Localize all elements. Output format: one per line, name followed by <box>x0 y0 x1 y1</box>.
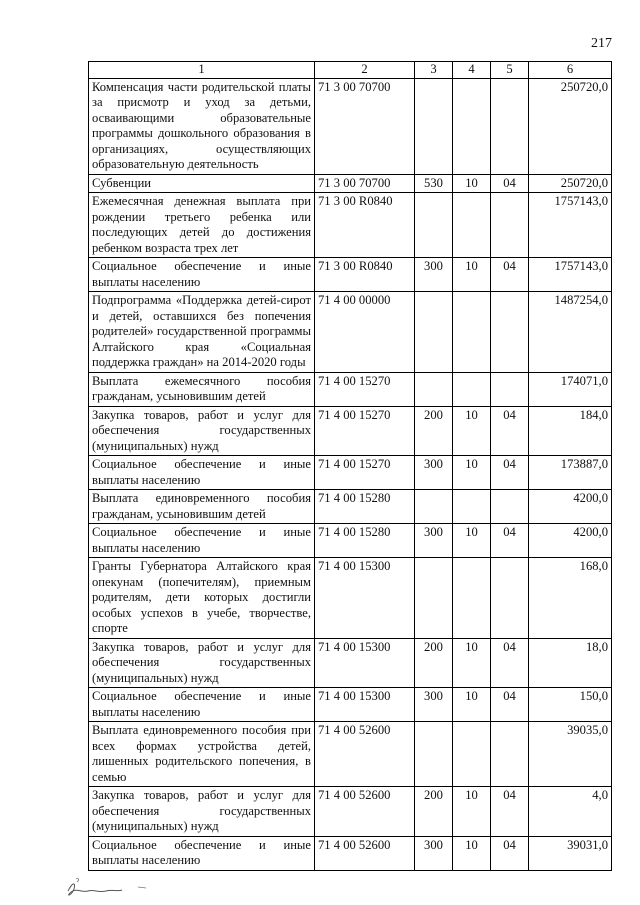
row-amount: 184,0 <box>529 406 612 456</box>
row-amount: 174071,0 <box>529 372 612 406</box>
row-name: Социальное обеспечение и иные выплаты населению <box>89 688 315 722</box>
row-kvr <box>415 78 453 174</box>
table-row <box>89 406 612 456</box>
row-kvr: 300 <box>415 258 453 292</box>
row-section: 10 <box>453 406 491 456</box>
row-subsection: 04 <box>491 688 529 722</box>
col-header-2: 2 <box>315 62 415 79</box>
row-amount: 250720,0 <box>529 174 612 193</box>
row-kvr: 200 <box>415 406 453 456</box>
row-code: 71 4 00 15270 <box>315 456 415 490</box>
col-header-3: 3 <box>415 62 453 79</box>
row-kvr: 300 <box>415 688 453 722</box>
row-section: 10 <box>453 258 491 292</box>
row-name: Социальное обеспечение и иные выплаты населению <box>89 456 315 490</box>
row-name: Субвенции <box>89 174 315 193</box>
row-kvr: 200 <box>415 787 453 837</box>
row-kvr: 530 <box>415 174 453 193</box>
row-code: 71 4 00 15270 <box>315 372 415 406</box>
row-subsection: 04 <box>491 456 529 490</box>
row-amount: 4,0 <box>529 787 612 837</box>
row-subsection: 04 <box>491 174 529 193</box>
row-amount: 168,0 <box>529 558 612 639</box>
row-subsection <box>491 490 529 524</box>
row-name: Выплата единовременного пособия гражданам, усыновившим детей <box>89 490 315 524</box>
row-code: 71 3 00 R0840 <box>315 258 415 292</box>
row-name: Ежемесячная денежная выплата при рождении третьего ребенка или последующих детей до достижения ребенком возраста трех лет <box>89 193 315 258</box>
row-code: 71 3 00 70700 <box>315 78 415 174</box>
row-amount: 250720,0 <box>529 78 612 174</box>
table-row <box>89 722 612 787</box>
col-header-4: 4 <box>453 62 491 79</box>
row-amount: 150,0 <box>529 688 612 722</box>
row-subsection <box>491 722 529 787</box>
row-section <box>453 372 491 406</box>
row-code: 71 4 00 52600 <box>315 836 415 870</box>
table-row <box>89 258 612 292</box>
row-subsection: 04 <box>491 836 529 870</box>
row-section: 10 <box>453 787 491 837</box>
row-subsection <box>491 78 529 174</box>
row-kvr <box>415 372 453 406</box>
row-code: 71 3 00 R0840 <box>315 193 415 258</box>
row-code: 71 4 00 15270 <box>315 406 415 456</box>
row-section: 10 <box>453 688 491 722</box>
row-amount: 39031,0 <box>529 836 612 870</box>
table-row <box>89 174 612 193</box>
table-row <box>89 558 612 639</box>
table-row <box>89 836 612 870</box>
col-header-6: 6 <box>529 62 612 79</box>
row-section: 10 <box>453 836 491 870</box>
row-name: Подпрограмма «Поддержка детей-сирот и детей, оставшихся без попечения родителей» государственной программы Алтайского края «Социальная поддержка граждан» на 2014-2020 годы <box>89 292 315 373</box>
row-kvr: 300 <box>415 836 453 870</box>
row-subsection: 04 <box>491 406 529 456</box>
row-section: 10 <box>453 456 491 490</box>
table-row <box>89 372 612 406</box>
row-code: 71 4 00 00000 <box>315 292 415 373</box>
row-kvr: 300 <box>415 524 453 558</box>
header-row <box>89 62 612 79</box>
col-header-5: 5 <box>491 62 529 79</box>
row-name: Закупка товаров, работ и услуг для обеспечения государственных (муниципальных) нужд <box>89 406 315 456</box>
row-name: Социальное обеспечение и иные выплаты населению <box>89 836 315 870</box>
row-subsection: 04 <box>491 787 529 837</box>
col-header-1: 1 <box>89 62 315 79</box>
row-name: Компенсация части родительской платы за присмотр и уход за детьми, осваивающими образовательные программы дошкольного образования в организациях, осуществляющих образовательную деятельность <box>89 78 315 174</box>
row-subsection: 04 <box>491 258 529 292</box>
page-number: 217 <box>591 36 612 51</box>
row-subsection: 04 <box>491 524 529 558</box>
row-name: Выплата единовременного пособия при всех формах устройства детей, лишенных родительского попечения, в семью <box>89 722 315 787</box>
row-section <box>453 292 491 373</box>
table-row <box>89 456 612 490</box>
row-kvr <box>415 558 453 639</box>
table-row <box>89 78 612 174</box>
row-subsection: 04 <box>491 638 529 688</box>
row-amount: 18,0 <box>529 638 612 688</box>
row-section: 10 <box>453 174 491 193</box>
table-row <box>89 193 612 258</box>
table-row <box>89 638 612 688</box>
row-code: 71 4 00 15300 <box>315 688 415 722</box>
row-amount: 1757143,0 <box>529 258 612 292</box>
row-amount: 4200,0 <box>529 490 612 524</box>
row-name: Закупка товаров, работ и услуг для обеспечения государственных (муниципальных) нужд <box>89 638 315 688</box>
row-section <box>453 78 491 174</box>
row-amount: 39035,0 <box>529 722 612 787</box>
row-code: 71 4 00 15300 <box>315 558 415 639</box>
row-amount: 1757143,0 <box>529 193 612 258</box>
row-subsection <box>491 372 529 406</box>
table-row <box>89 490 612 524</box>
row-amount: 173887,0 <box>529 456 612 490</box>
row-kvr <box>415 292 453 373</box>
row-name: Закупка товаров, работ и услуг для обеспечения государственных (муниципальных) нужд <box>89 787 315 837</box>
row-code: 71 4 00 15280 <box>315 490 415 524</box>
table-row <box>89 787 612 837</box>
table-row <box>89 292 612 373</box>
row-name: Социальное обеспечение и иные выплаты населению <box>89 258 315 292</box>
row-section: 10 <box>453 638 491 688</box>
row-section <box>453 490 491 524</box>
table-row <box>89 524 612 558</box>
table-row <box>89 688 612 722</box>
row-section <box>453 193 491 258</box>
budget-table <box>88 61 612 871</box>
row-kvr <box>415 490 453 524</box>
row-section <box>453 722 491 787</box>
row-section: 10 <box>453 524 491 558</box>
row-code: 71 3 00 70700 <box>315 174 415 193</box>
row-kvr <box>415 722 453 787</box>
row-kvr: 200 <box>415 638 453 688</box>
row-code: 71 4 00 15300 <box>315 638 415 688</box>
signature-mark <box>62 875 152 901</box>
row-name: Выплата ежемесячного пособия гражданам, усыновившим детей <box>89 372 315 406</box>
row-subsection <box>491 193 529 258</box>
row-subsection <box>491 558 529 639</box>
row-name: Гранты Губернатора Алтайского края опекунам (попечителям), приемным родителям, дети которых достигли особых успехов в учебе, творчестве, спорте <box>89 558 315 639</box>
row-subsection <box>491 292 529 373</box>
row-code: 71 4 00 52600 <box>315 787 415 837</box>
row-code: 71 4 00 52600 <box>315 722 415 787</box>
row-amount: 4200,0 <box>529 524 612 558</box>
row-amount: 1487254,0 <box>529 292 612 373</box>
row-code: 71 4 00 15280 <box>315 524 415 558</box>
row-section <box>453 558 491 639</box>
row-kvr <box>415 193 453 258</box>
row-kvr: 300 <box>415 456 453 490</box>
row-name: Социальное обеспечение и иные выплаты населению <box>89 524 315 558</box>
